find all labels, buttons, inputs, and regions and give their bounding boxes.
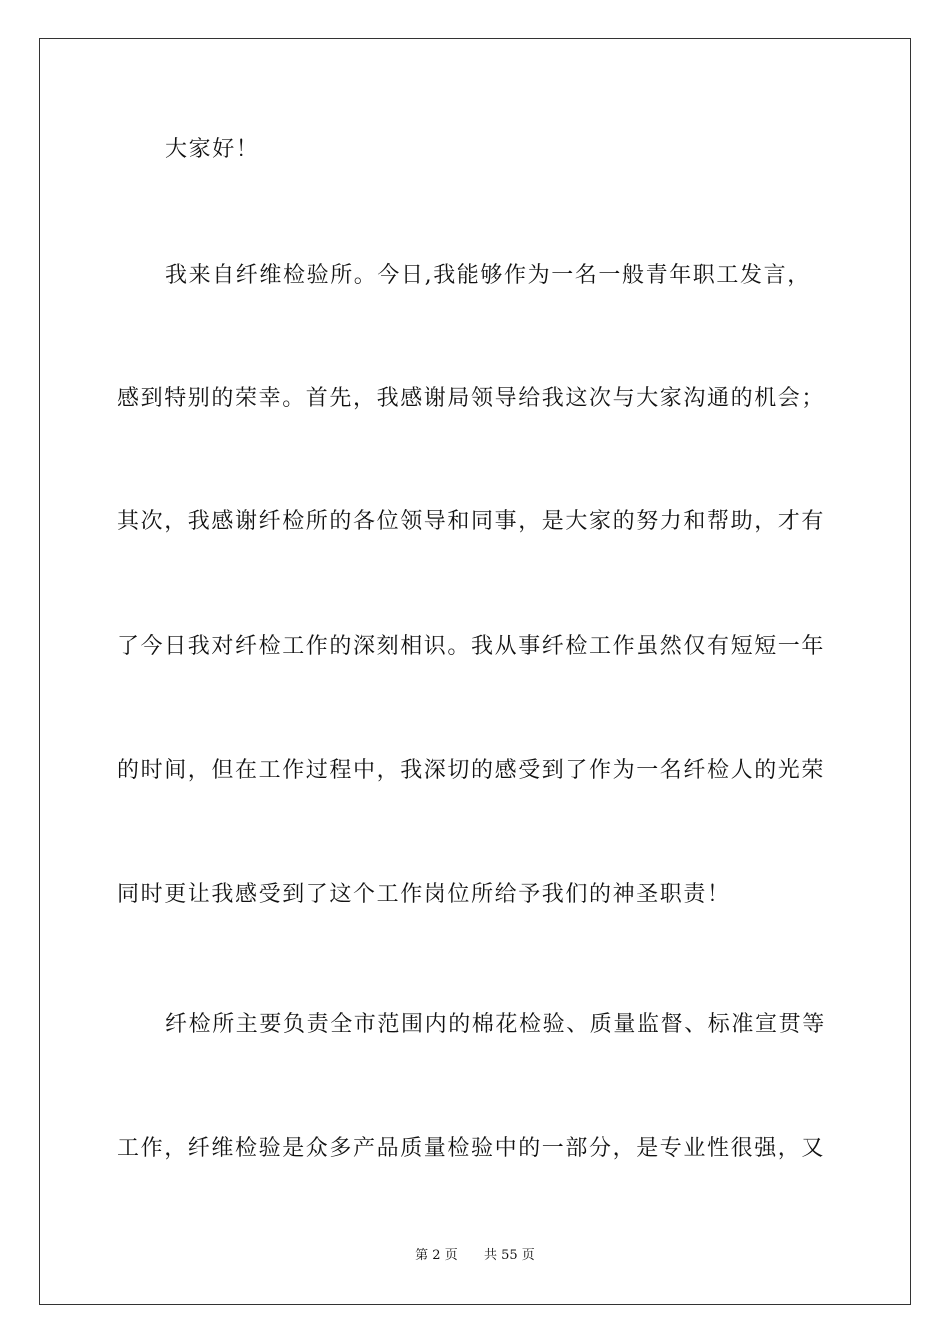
text-line-3: 其次，我感谢纤检所的各位领导和同事，是大家的努力和帮助，才有 xyxy=(117,509,826,534)
text-line-8: 工作，纤维检验是众多产品质量检验中的一部分，是专业性很强，又 xyxy=(117,1136,826,1161)
page-footer xyxy=(0,1247,950,1265)
page-border xyxy=(39,38,911,1305)
total-pages: 共 55 页 xyxy=(484,1248,535,1263)
text-line-7: 纤检所主要负责全市范围内的棉花检验、质量监督、标准宣贯等 xyxy=(165,1012,826,1037)
text-line-2: 感到特别的荣幸。首先，我感谢局领导给我这次与大家沟通的机会； xyxy=(117,386,826,411)
text-line-1: 我来自纤维检验所。今日,我能够作为一名一般青年职工发言， xyxy=(165,263,811,288)
text-line-6: 同时更让我感受到了这个工作岗位所给予我们的神圣职责！ xyxy=(117,882,731,907)
text-line-5: 的时间，但在工作过程中，我深切的感受到了作为一名纤检人的光荣 xyxy=(117,758,826,783)
text-line-4: 了今日我对纤检工作的深刻相识。我从事纤检工作虽然仅有短短一年 xyxy=(117,634,826,659)
greeting-line: 大家好！ xyxy=(165,137,260,162)
page-number: 第 2 页 xyxy=(415,1248,458,1263)
